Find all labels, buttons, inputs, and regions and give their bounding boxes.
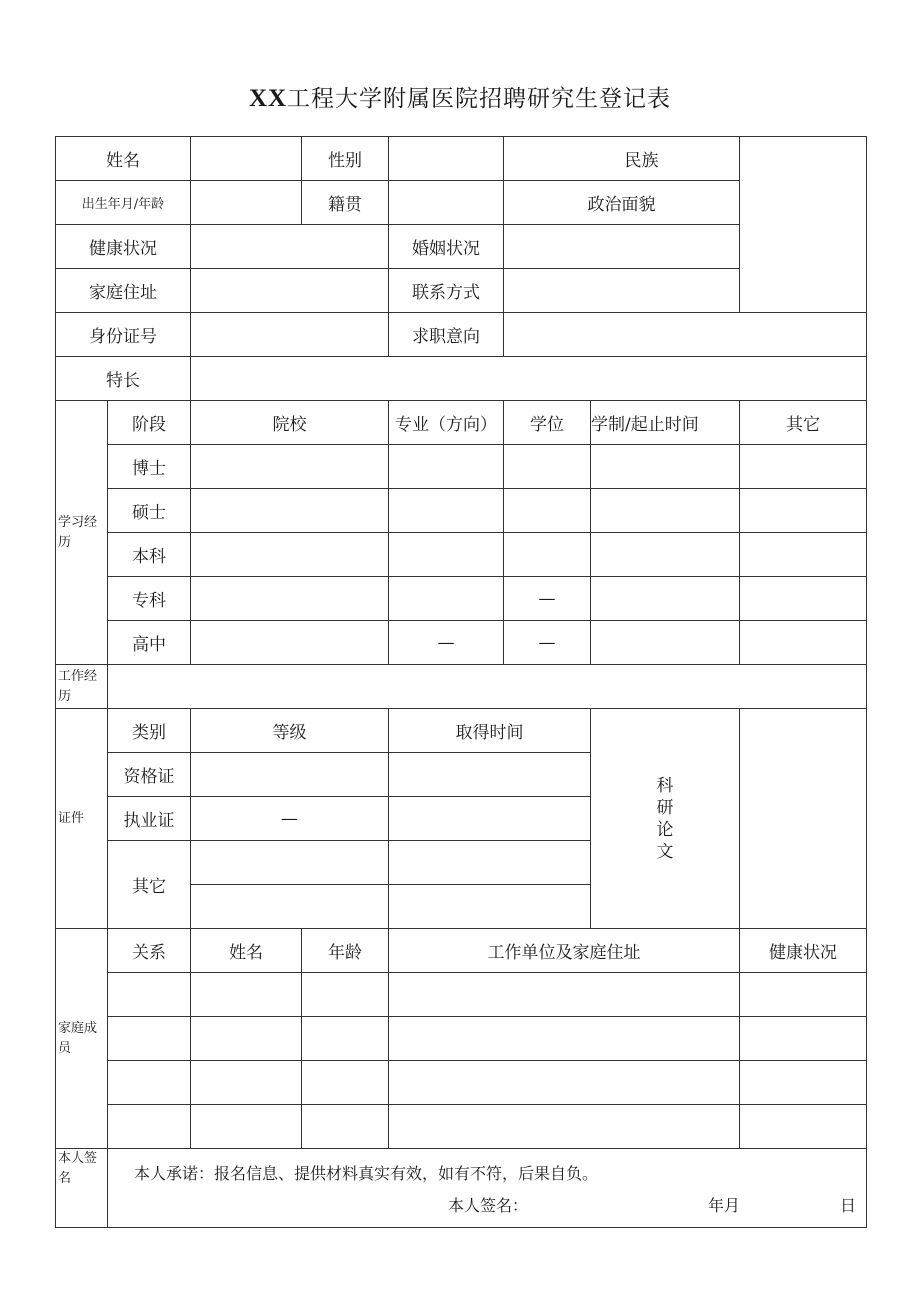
edu-stage-master: 硕士 bbox=[108, 489, 191, 533]
edu-header-major: 专业（方向） bbox=[389, 401, 504, 445]
edu-cell[interactable] bbox=[591, 577, 740, 621]
family-cell[interactable] bbox=[740, 1017, 867, 1061]
pledge-box bbox=[108, 1149, 867, 1228]
field-marital[interactable] bbox=[504, 225, 740, 269]
edu-cell[interactable] bbox=[591, 445, 740, 489]
label-ethnicity-wrap bbox=[504, 137, 740, 181]
cert-cell[interactable] bbox=[191, 885, 389, 929]
section-certificates: 证件 bbox=[56, 709, 108, 929]
cert-row-other: 其它 bbox=[108, 841, 191, 929]
family-cell[interactable] bbox=[302, 973, 389, 1017]
section-work: 工作经历 bbox=[56, 665, 108, 709]
family-cell[interactable] bbox=[108, 1061, 191, 1105]
signature-day: 日 bbox=[840, 1196, 857, 1215]
title-prefix: XX bbox=[248, 85, 288, 112]
family-cell[interactable] bbox=[389, 1105, 740, 1149]
family-cell[interactable] bbox=[108, 1017, 191, 1061]
cert-header-type: 类别 bbox=[108, 709, 191, 753]
cert-header-level: 等级 bbox=[191, 709, 389, 753]
papers-label: 科研论文 bbox=[656, 775, 674, 862]
edu-cell[interactable] bbox=[740, 489, 867, 533]
edu-header-other: 其它 bbox=[740, 401, 867, 445]
title-text: 工程大学附属医院招聘研究生登记表 bbox=[287, 86, 672, 112]
label-contact: 联系方式 bbox=[389, 269, 504, 313]
edu-stage-highschool: 高中 bbox=[108, 621, 191, 665]
photo-box[interactable] bbox=[740, 137, 867, 313]
edu-stage-phd: 博士 bbox=[108, 445, 191, 489]
signature-label: 本人签名： bbox=[448, 1196, 529, 1215]
family-cell[interactable] bbox=[302, 1017, 389, 1061]
family-cell[interactable] bbox=[389, 973, 740, 1017]
edu-cell[interactable] bbox=[389, 489, 504, 533]
edu-cell[interactable] bbox=[389, 577, 504, 621]
family-cell[interactable] bbox=[740, 1105, 867, 1149]
field-specialty[interactable] bbox=[191, 357, 867, 401]
edu-header-duration: 学制/起止时间 bbox=[591, 401, 740, 445]
edu-stage-college: 专科 bbox=[108, 577, 191, 621]
field-id-number[interactable] bbox=[191, 313, 389, 357]
field-birth[interactable] bbox=[191, 181, 302, 225]
field-gender[interactable] bbox=[389, 137, 504, 181]
edu-cell[interactable] bbox=[191, 445, 389, 489]
family-cell[interactable] bbox=[740, 1061, 867, 1105]
cert-cell[interactable] bbox=[191, 753, 389, 797]
label-political: 政治面貌 bbox=[504, 181, 740, 225]
family-cell[interactable] bbox=[389, 1017, 740, 1061]
family-cell[interactable] bbox=[191, 1061, 302, 1105]
family-header-name: 姓名 bbox=[191, 929, 302, 973]
cert-cell[interactable] bbox=[389, 885, 591, 929]
cert-cell[interactable] bbox=[389, 841, 591, 885]
label-birth: 出生年月/年龄 bbox=[56, 181, 191, 225]
edu-header-school: 院校 bbox=[191, 401, 389, 445]
family-header-work: 工作单位及家庭住址 bbox=[389, 929, 740, 973]
edu-cell[interactable] bbox=[504, 489, 591, 533]
edu-dash-degree: — bbox=[504, 577, 591, 621]
label-gender: 性别 bbox=[302, 137, 389, 181]
cert-row-practice: 执业证 bbox=[108, 797, 191, 841]
family-cell[interactable] bbox=[191, 1105, 302, 1149]
edu-cell[interactable] bbox=[504, 445, 591, 489]
label-health: 健康状况 bbox=[56, 225, 191, 269]
edu-cell[interactable] bbox=[191, 577, 389, 621]
label-specialty: 特长 bbox=[56, 357, 191, 401]
pledge-text: 本人承诺：报名信息、提供材料真实有效，如有不符，后果自负。 bbox=[134, 1164, 599, 1183]
label-id-number: 身份证号 bbox=[56, 313, 191, 357]
family-cell[interactable] bbox=[389, 1061, 740, 1105]
family-header-relation: 关系 bbox=[108, 929, 191, 973]
field-papers[interactable] bbox=[740, 709, 867, 929]
signature-year-month: 年月 bbox=[708, 1196, 741, 1215]
family-cell[interactable] bbox=[108, 1105, 191, 1149]
label-ethnicity: 民族 bbox=[624, 151, 659, 171]
field-health[interactable] bbox=[191, 225, 389, 269]
cert-dash-level: — bbox=[191, 797, 389, 841]
field-address[interactable] bbox=[191, 269, 389, 313]
cert-cell[interactable] bbox=[191, 841, 389, 885]
label-name: 姓名 bbox=[56, 137, 191, 181]
label-address: 家庭住址 bbox=[56, 269, 191, 313]
edu-cell[interactable] bbox=[389, 445, 504, 489]
family-cell[interactable] bbox=[108, 973, 191, 1017]
edu-cell[interactable] bbox=[740, 445, 867, 489]
edu-dash-degree: — bbox=[504, 621, 591, 665]
papers-label-cell bbox=[591, 709, 740, 929]
cert-row-qualification: 资格证 bbox=[108, 753, 191, 797]
edu-cell[interactable] bbox=[504, 533, 591, 577]
cert-cell[interactable] bbox=[389, 797, 591, 841]
edu-header-degree: 学位 bbox=[504, 401, 591, 445]
edu-stage-bachelor: 本科 bbox=[108, 533, 191, 577]
edu-cell[interactable] bbox=[740, 621, 867, 665]
field-work[interactable] bbox=[108, 665, 867, 709]
cert-header-date: 取得时间 bbox=[389, 709, 591, 753]
family-cell[interactable] bbox=[191, 973, 302, 1017]
family-cell[interactable] bbox=[302, 1105, 389, 1149]
edu-cell[interactable] bbox=[191, 533, 389, 577]
section-education: 学习经历 bbox=[56, 401, 108, 665]
label-native-place: 籍贯 bbox=[302, 181, 389, 225]
edu-cell[interactable] bbox=[591, 621, 740, 665]
edu-dash-major: — bbox=[389, 621, 504, 665]
family-cell[interactable] bbox=[302, 1061, 389, 1105]
section-family: 家庭成员 bbox=[56, 929, 108, 1149]
edu-cell[interactable] bbox=[389, 533, 504, 577]
registration-form bbox=[55, 136, 867, 1228]
label-job-intent: 求职意向 bbox=[389, 313, 504, 357]
section-signature: 本人签名 bbox=[56, 1149, 108, 1228]
cert-cell[interactable] bbox=[389, 753, 591, 797]
family-header-health: 健康状况 bbox=[740, 929, 867, 973]
edu-cell[interactable] bbox=[740, 533, 867, 577]
form-title bbox=[0, 80, 920, 113]
edu-cell[interactable] bbox=[591, 489, 740, 533]
signature-line bbox=[108, 1183, 866, 1219]
family-cell[interactable] bbox=[191, 1017, 302, 1061]
edu-header-stage: 阶段 bbox=[108, 401, 191, 445]
family-cell[interactable] bbox=[740, 973, 867, 1017]
edu-cell[interactable] bbox=[191, 489, 389, 533]
edu-cell[interactable] bbox=[591, 533, 740, 577]
edu-cell[interactable] bbox=[740, 577, 867, 621]
field-native-place[interactable] bbox=[389, 181, 504, 225]
label-marital: 婚姻状况 bbox=[389, 225, 504, 269]
field-contact[interactable] bbox=[504, 269, 740, 313]
field-name[interactable] bbox=[191, 137, 302, 181]
field-job-intent[interactable] bbox=[504, 313, 867, 357]
family-header-age: 年龄 bbox=[302, 929, 389, 973]
edu-cell[interactable] bbox=[191, 621, 389, 665]
